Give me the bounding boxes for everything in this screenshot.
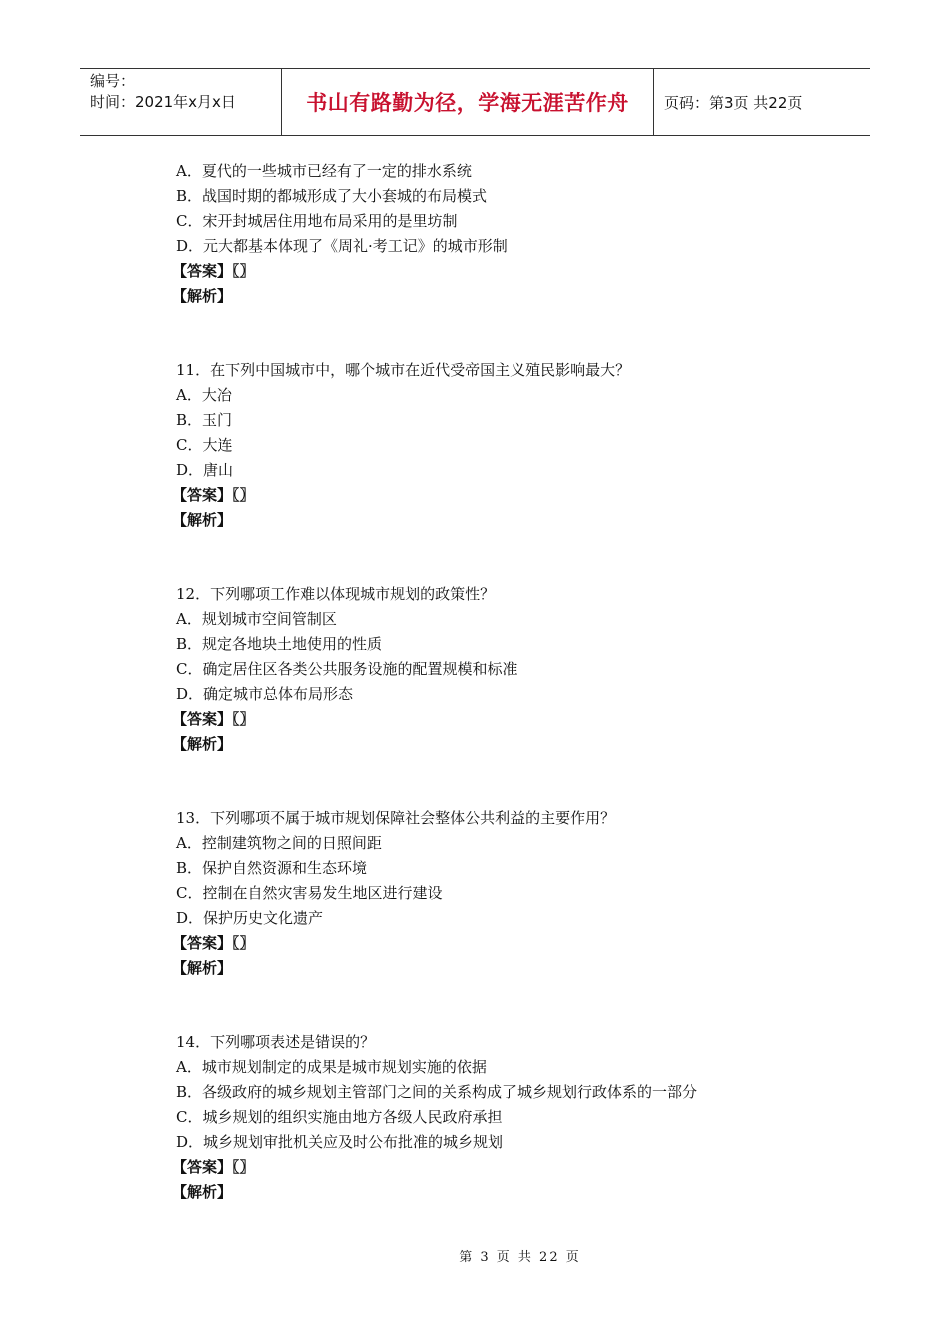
header-page-info: 页码：第3页 共22页: [664, 93, 803, 112]
option-d: D．唐山: [176, 461, 234, 479]
option-c: C．城乡规划的组织实施由地方各级人民政府承担: [176, 1108, 503, 1126]
answer-label: 【答案】〖〗: [172, 262, 255, 280]
option-a: A．大冶: [176, 386, 232, 404]
option-a: A．控制建筑物之间的日照间距: [176, 834, 382, 852]
option-a: A．规划城市空间管制区: [176, 610, 337, 628]
time-label: 时间：2021年x月x日: [90, 93, 236, 111]
question-block-11: [172, 358, 856, 533]
option-b: B．规定各地块土地使用的性质: [176, 635, 383, 653]
question-block-prev: [172, 159, 856, 309]
option-d: D．城乡规划审批机关应及时公布批准的城乡规划: [176, 1133, 504, 1151]
number-label: 编号：: [90, 72, 136, 90]
option-d: D．保护历史文化遗产: [176, 909, 324, 927]
question-stem: 13．下列哪项不属于城市规划保障社会整体公共利益的主要作用？: [176, 809, 616, 827]
page-footer: 第 3 页 共 22 页: [459, 1250, 581, 1265]
option-a: A．城市规划制定的成果是城市规划实施的依据: [176, 1058, 487, 1076]
document-body: [172, 159, 856, 1205]
answer-label: 【答案】〖〗: [172, 934, 255, 952]
page-header: [80, 68, 870, 136]
option-b: B．保护自然资源和生态环境: [176, 859, 368, 877]
option-d: D．确定城市总体布局形态: [176, 685, 354, 703]
question-stem: 11．在下列中国城市中，哪个城市在近代受帝国主义殖民影响最大？: [176, 361, 631, 379]
analysis-label: 【解析】: [172, 511, 233, 529]
question-block-14: [172, 1030, 856, 1205]
option-c: C．控制在自然灾害易发生地区进行建设: [176, 884, 443, 902]
option-c: C．确定居住区各类公共服务设施的配置规模和标准: [176, 660, 518, 678]
option-a: A．夏代的一些城市已经有了一定的排水系统: [176, 162, 472, 180]
answer-label: 【答案】〖〗: [172, 486, 255, 504]
question-block-13: [172, 806, 856, 981]
answer-label: 【答案】〖〗: [172, 710, 255, 728]
question-stem: 12．下列哪项工作难以体现城市规划的政策性？: [176, 585, 496, 603]
header-motto: 书山有路勤为径，学海无涯苦作舟: [282, 69, 654, 135]
option-d: D．元大都基本体现了《周礼·考工记》的城市形制: [176, 237, 508, 255]
analysis-label: 【解析】: [172, 735, 233, 753]
option-c: C．大连: [176, 436, 233, 454]
question-block-12: [172, 582, 856, 757]
analysis-label: 【解析】: [172, 959, 233, 977]
analysis-label: 【解析】: [172, 1183, 233, 1201]
option-b: B．玉门: [176, 411, 233, 429]
option-b: B．各级政府的城乡规划主管部门之间的关系构成了城乡规划行政体系的一部分: [176, 1083, 698, 1101]
question-stem: 14．下列哪项表述是错误的？: [176, 1033, 376, 1051]
answer-label: 【答案】〖〗: [172, 1158, 255, 1176]
option-b: B．战国时期的都城形成了大小套城的布局模式: [176, 187, 488, 205]
option-c: C．宋开封城居住用地布局采用的是里坊制: [176, 212, 458, 230]
analysis-label: 【解析】: [172, 287, 233, 305]
header-meta: [80, 69, 282, 135]
